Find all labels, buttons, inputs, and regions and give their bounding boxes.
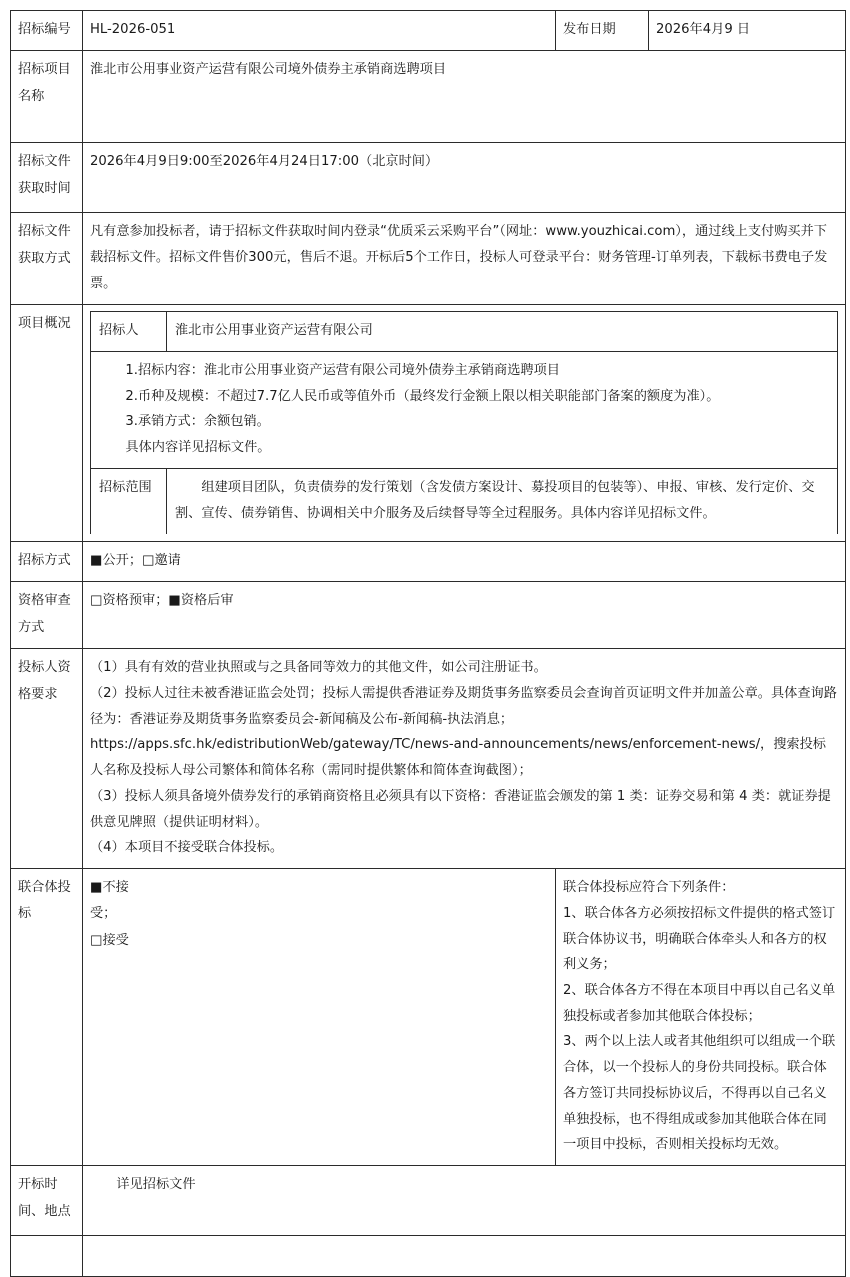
table-row-doc-method (11, 213, 846, 304)
bidder-qual-item-1: （1）具有有效的营业执照或与之具备同等效力的其他文件，如公司注册证书。 (90, 660, 547, 676)
value-qual-review[interactable] (83, 582, 846, 649)
label-project-name (11, 51, 83, 143)
bidder-qual-item-3: （3）投标人须具备境外债券发行的承销商资格且必须具有以下资格：香港证监会颁发的第 1 类：证券交易和第 4 类：就证券提供意见牌照（提供证明材料）。 (90, 788, 831, 830)
consortium-option-not-accept: ■不接 (90, 880, 129, 896)
table-row-project-overview (11, 304, 846, 541)
bidder-qual-url[interactable]: https://apps.sfc.hk/edistributionWeb/gateway/TC/news-and-announcements/news/enforcement-news/，搜索投标人名称及投标人母公司繁体和简体名称（需同时提供繁体和简体查询截图）； (90, 737, 826, 779)
value-publish-date: 2026年4月9 日 (649, 11, 846, 51)
open-time-text-block (90, 1172, 838, 1228)
table-row-bidder-qualification (11, 649, 846, 869)
table-row-bid-method (11, 541, 846, 581)
label-bidder-qual-line1: 投标人资 (18, 660, 71, 676)
label-scope: 招标范围 (91, 468, 167, 534)
label-doc-time-line1: 招标文件 (18, 154, 71, 170)
table-row-next-partial (11, 1236, 846, 1276)
value-project-name-text: 淮北市公用事业资产运营有限公司境外债券主承销商选聘项目 (90, 62, 447, 78)
consortium-conditions-cell (556, 869, 846, 1166)
value-open-time (83, 1166, 846, 1236)
value-bidder-qualification (83, 649, 846, 869)
label-open-time (11, 1166, 83, 1236)
overview-item-1: 1.招标内容：淮北市公用事业资产运营有限公司境外债券主承销商选聘项目 (125, 363, 560, 379)
label-doc-method-line2: 获取方式 (18, 250, 71, 266)
value-bid-method[interactable]: ■公开；□邀请 (83, 541, 846, 581)
label-project-name-line1: 招标项目 (18, 62, 71, 78)
label-project-name-line2: 名称 (18, 88, 45, 104)
consortium-option-cell[interactable] (83, 869, 556, 1166)
label-doc-time-line2: 获取时间 (18, 180, 71, 196)
label-doc-time (11, 143, 83, 213)
value-qual-review-text: □资格预审；■资格后审 (90, 593, 234, 609)
nested-row-scope (91, 468, 838, 534)
label-qual-review-line1: 资格审查 (18, 593, 71, 609)
consortium-item-1: 1、联合体各方必须按招标文件提供的格式签订联合体协议书，明确联合体牵头人和各方的权利义务； (563, 905, 836, 973)
table-row-open-time (11, 1166, 846, 1236)
table-row-consortium (11, 869, 846, 1166)
value-doc-method-text: 凡有意参加投标者，请于招标文件获取时间内登录“优质采云采购平台”（网址：www.youzhicai.com），通过线上支付购买并下载招标文件。招标文件售价300元，售后不退。开标后5个工作日，投标人可登录平台：财务管理-订单列表，下载标书费电子发票。 (90, 224, 828, 291)
overview-item-4: 具体内容详见招标文件。 (125, 440, 271, 456)
consortium-item-2: 2、联合体各方不得在本项目中再以自己名义单独投标或者参加其他联合体投标； (563, 982, 836, 1024)
qual-review-text-block (90, 588, 838, 638)
table-row-bid-number (11, 11, 846, 51)
label-bidder-qual-line2: 格要求 (18, 686, 58, 702)
project-overview-cell (83, 304, 846, 541)
label-doc-method (11, 213, 83, 304)
value-next-partial (83, 1236, 846, 1276)
table-row-qual-review (11, 582, 846, 649)
consortium-item-3: 3、两个以上法人或者其他组织可以组成一个联合体，以一个投标人的身份共同投标。联合体各方签订共同投标协议后，不得再以自己名义单独投标，也不得组成或参加其他联合体在同一项目中投标，否则相关投标均无效。 (563, 1034, 836, 1153)
value-tenderer: 淮北市公用事业资产运营有限公司 (167, 311, 838, 351)
consortium-option-not-accept-cont: 受； (90, 906, 117, 922)
label-consortium-line2: 标 (18, 906, 32, 922)
bidder-qual-item-2: （2）投标人过往未被香港证监会处罚；投标人需提供香港证券及期货事务监察委员会查询首页证明文件并加盖公章。具体查询路径为：香港证券及期货事务监察委员会-新闻稿及公布-新闻稿-执法消息； (90, 685, 837, 727)
consortium-heading: 联合体投标应符合下列条件： (563, 880, 735, 896)
value-doc-time-text: 2026年4月9日9:00至2026年4月24日17:00（北京时间） (90, 154, 439, 170)
label-publish-date: 发布日期 (556, 11, 649, 51)
value-doc-method (83, 213, 846, 304)
label-qual-review-line2: 方式 (18, 619, 45, 635)
project-name-text-block (90, 57, 838, 135)
scope-text-block (175, 475, 829, 527)
label-open-time-line2: 间、地点 (18, 1203, 71, 1219)
overview-item-2: 2.币种及规模：不超过7.7亿人民币或等值外币（最终发行金额上限以相关职能部门备案的额度为准）。 (125, 388, 720, 404)
label-bidder-qualification (11, 649, 83, 869)
value-project-name (83, 51, 846, 143)
consortium-option-accept: □接受 (90, 932, 129, 948)
nested-row-overview-items (91, 352, 838, 469)
label-project-overview: 项目概况 (11, 304, 83, 541)
label-doc-method-line1: 招标文件 (18, 224, 71, 240)
project-overview-nested-table (90, 311, 838, 534)
label-bid-method: 招标方式 (11, 541, 83, 581)
label-consortium-line1: 联合体投 (18, 880, 71, 896)
nested-row-tenderer (91, 311, 838, 351)
table-row-doc-time (11, 143, 846, 213)
label-open-time-line1: 开标时 (18, 1177, 58, 1193)
label-tenderer: 招标人 (91, 311, 167, 351)
bidder-qual-item-4: （4）本项目不接受联合体投标。 (90, 840, 284, 856)
label-next-partial (11, 1236, 83, 1276)
table-row-project-name (11, 51, 846, 143)
value-open-time-text: 详见招标文件 (116, 1177, 196, 1193)
bid-announcement-table (10, 10, 846, 1277)
value-doc-time (83, 143, 846, 213)
label-qual-review (11, 582, 83, 649)
overview-items-cell (91, 352, 838, 469)
value-scope-text: 组建项目团队，负责债券的发行策划（含发债方案设计、募投项目的包装等）、申报、审核、发行定价、交割、宣传、债券销售、协调相关中介服务及后续督导等全过程服务。具体内容详见招标文件。 (175, 479, 815, 521)
overview-item-3: 3.承销方式：余额包销。 (125, 414, 270, 430)
label-consortium (11, 869, 83, 1166)
value-bid-number: HL-2026-051 (83, 11, 556, 51)
doc-time-text-block (90, 149, 838, 205)
value-scope (167, 468, 838, 534)
label-bid-number: 招标编号 (11, 11, 83, 51)
